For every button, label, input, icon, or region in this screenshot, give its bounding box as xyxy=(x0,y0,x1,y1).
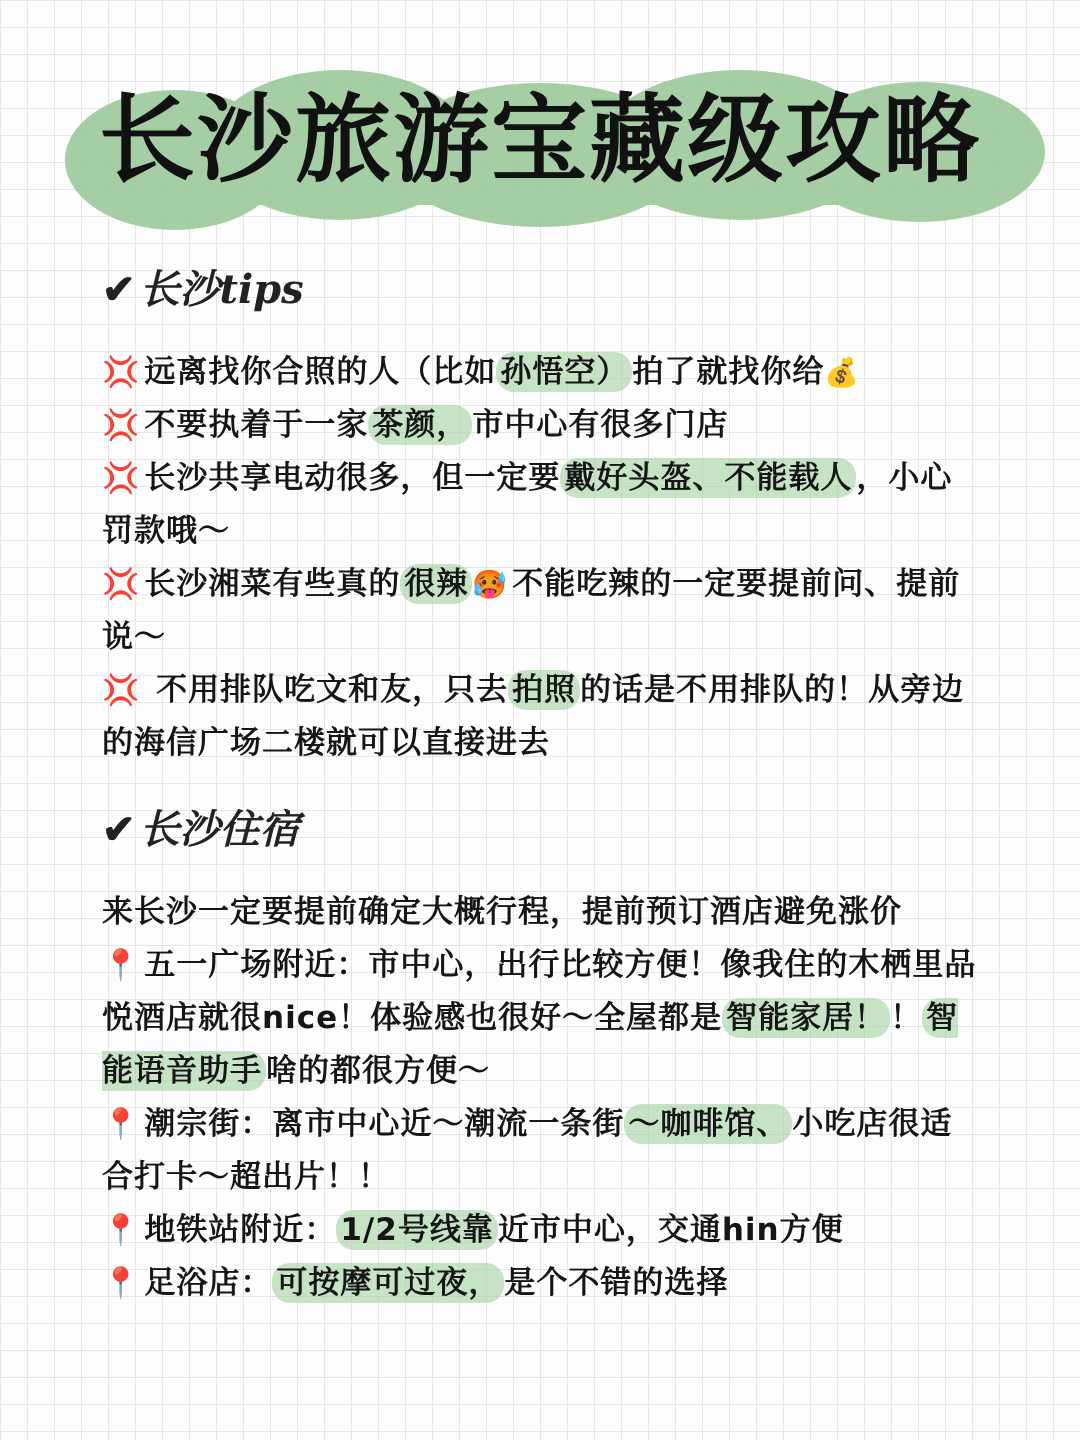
money-bag-icon: 💰 xyxy=(824,356,861,389)
anger-icon: 💢 xyxy=(102,673,141,708)
highlight: 很辣 xyxy=(400,564,472,604)
pin-icon: 📍 xyxy=(102,1266,141,1301)
tips-section xyxy=(102,262,982,770)
pin-icon: 📍 xyxy=(102,948,141,983)
hot-face-icon: 🥵 xyxy=(472,568,509,601)
check-icon: ✔ xyxy=(102,266,136,313)
anger-icon: 💢 xyxy=(102,567,141,602)
pin-icon: 📍 xyxy=(102,1107,141,1142)
stay-intro: 来长沙一定要提前确定大概行程，提前预订酒店避免涨价 xyxy=(102,894,902,930)
list-item: 💢 长沙共享电动很多，但一定要 戴好头盔、不能载人 ，小心罚款哦～ xyxy=(102,452,982,558)
stay-list xyxy=(102,886,982,1310)
list-item: 📍 潮宗街：离市中心近～潮流一条街 ～咖啡馆、 小吃店很适合打卡～超出片！！ xyxy=(102,1098,982,1204)
anger-icon: 💢 xyxy=(102,461,141,496)
highlight: 茶颜， xyxy=(368,405,472,445)
title-banner xyxy=(0,40,1080,230)
highlight: 孙悟空） xyxy=(496,352,632,392)
stay-section xyxy=(102,802,982,1310)
highlight: 智能家居！ xyxy=(722,998,890,1038)
highlight: 可按摩可过夜， xyxy=(272,1263,504,1303)
highlight: 戴好头盔、不能载人 xyxy=(560,458,856,498)
list-item: 📍 五一广场附近：市中心，出行比较方便！像我住的木栖里品悦酒店就很nice！体验感也很好～全屋都是 智能家居！ ！ 智能语音助手 啥的都很方便～ xyxy=(102,939,982,1098)
highlight: 智能语音助手 xyxy=(102,1000,959,1089)
list-item: 📍 地铁站附近： 1/2号线靠 近市中心，交通hin方便 xyxy=(102,1204,982,1257)
highlight: 1/2号线靠 xyxy=(336,1210,497,1250)
tips-heading: ✔ 长沙tips xyxy=(102,266,304,313)
list-item: 💢 不用排队吃文和友，只去 拍照 的话是不用排队的！从旁边的海信广场二楼就可以直接进去 xyxy=(102,664,982,770)
highlight: 拍照 xyxy=(508,670,580,710)
page-title: 长沙旅游宝藏级攻略 xyxy=(99,84,981,196)
anger-icon: 💢 xyxy=(102,355,141,390)
list-item: 📍 足浴店： 可按摩可过夜， 是个不错的选择 xyxy=(102,1257,982,1310)
list-item: 💢 不要执着于一家 茶颜， 市中心有很多门店 xyxy=(102,399,982,452)
pin-icon: 📍 xyxy=(102,1213,141,1248)
list-item: 💢 长沙湘菜有些真的 很辣 🥵 不能吃辣的一定要提前问、提前说～ xyxy=(102,558,982,664)
check-icon: ✔ xyxy=(102,806,136,853)
highlight: ～咖啡馆、 xyxy=(624,1104,792,1144)
tips-list xyxy=(102,346,982,770)
stay-heading: ✔ 长沙住宿 xyxy=(102,806,300,853)
list-item: 💢 远离找你合照的人（比如 孙悟空） 拍了就找你给💰 xyxy=(102,346,982,399)
anger-icon: 💢 xyxy=(102,408,141,443)
